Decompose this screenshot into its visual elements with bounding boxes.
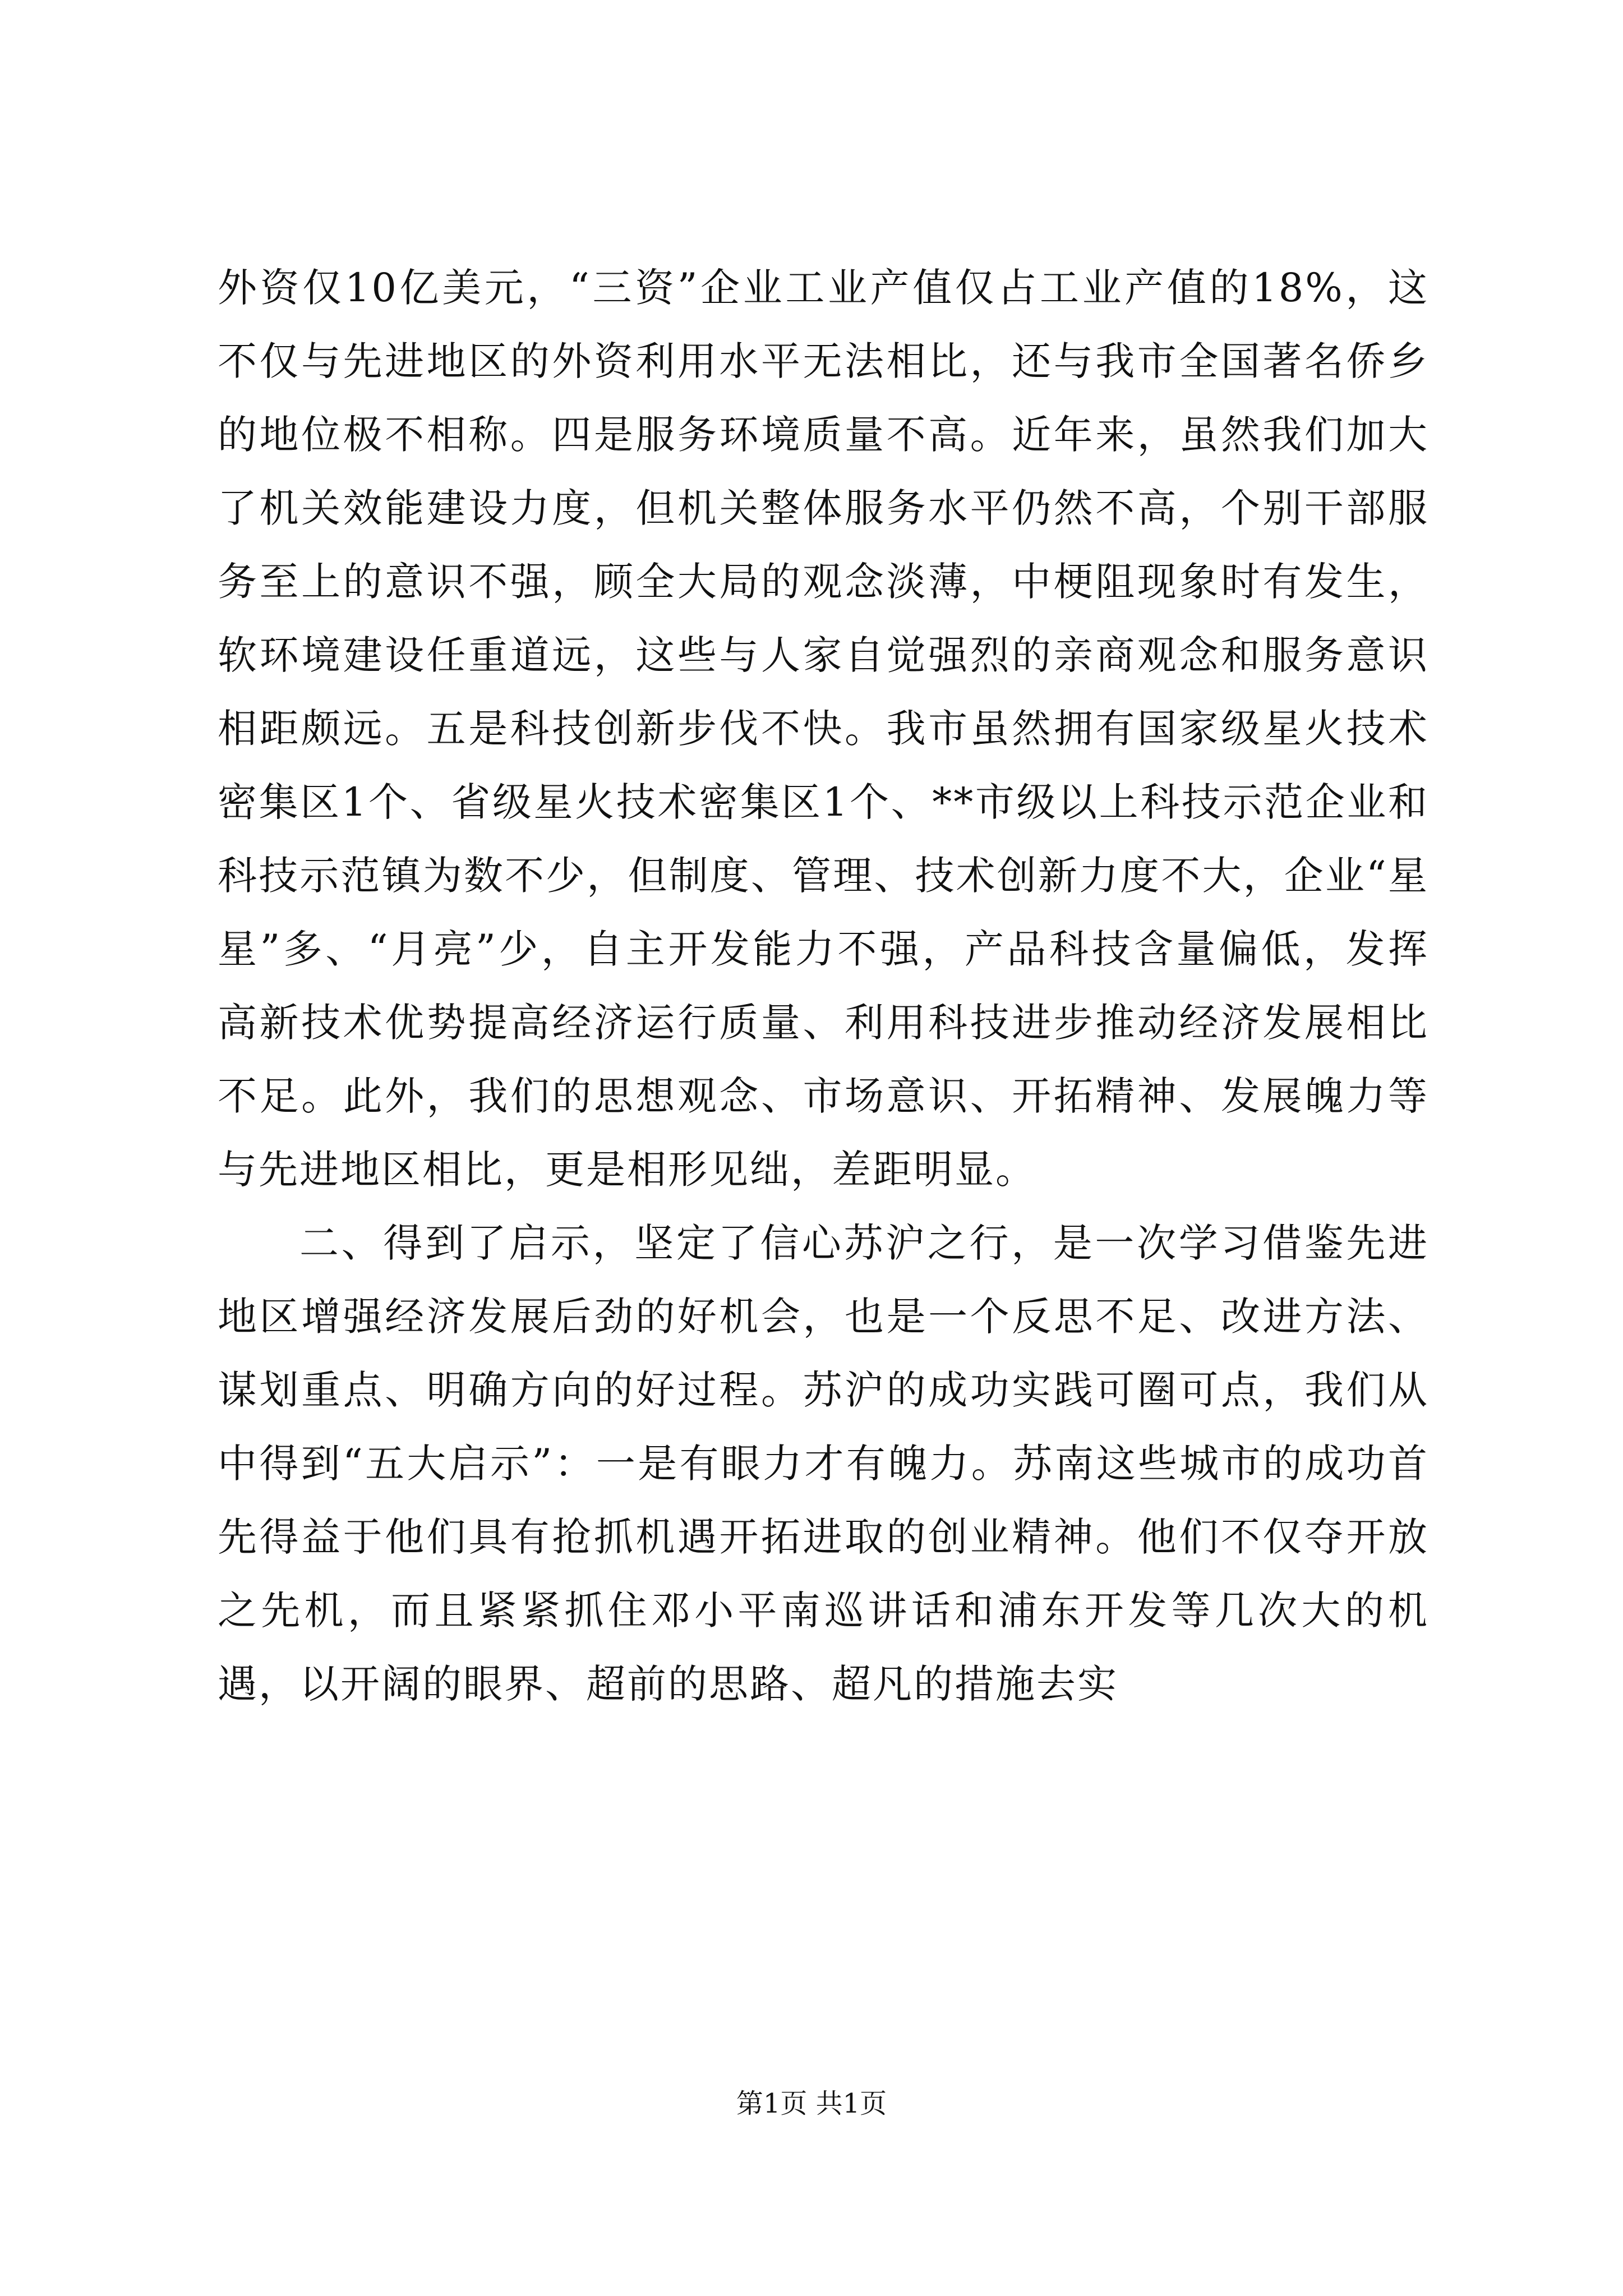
paragraph-section-two: 二、得到了启示，坚定了信心苏沪之行，是一次学习借鉴先进地区增强经济发展后劲的好机会，也是一个反思不足、改进方法、谋划重点、明确方向的好过程。苏沪的成功实践可圈可点，我们从中得到“五大启示”：一是有眼力才有魄力。苏南这些城市的成功首先得益于他们具有抢抓机遇开拓进取的创业精神。他们不仅夺开放之先机，而且紧紧抓住邓小平南巡讲话和浦东开发等几次大的机遇，以开阔的眼界、超前的思路、超凡的措施去实 (218, 1220, 1429, 1707)
page-footer: 第1页 共1页 (736, 2088, 887, 2119)
document-body (218, 251, 1429, 1721)
paragraph-continuation: 外资仅10亿美元，“三资”企业工业产值仅占工业产值的18%，这不仅与先进地区的外资利用水平无法相比，还与我市全国著名侨乡的地位极不相称。四是服务环境质量不高。近年来，虽然我们加大了机关效能建设力度，但机关整体服务水平仍然不高，个别干部服务至上的意识不强，顾全大局的观念淡薄，中梗阻现象时有发生，软环境建设任重道远，这些与人家自觉强烈的亲商观念和服务意识相距颇远。五是科技创新步伐不快。我市虽然拥有国家级星火技术密集区1个、省级星火技术密集区1个、**市级以上科技示范企业和科技示范镇为数不少，但制度、管理、技术创新力度不大，企业“星星”多、“月亮”少，自主开发能力不强，产品科技含量偏低，发挥高新技术优势提高经济运行质量、利用科技进步推动经济发展相比不足。此外，我们的思想观念、市场意识、开拓精神、发展魄力等与先进地区相比，更是相形见绌，差距明显。 (218, 265, 1429, 1193)
